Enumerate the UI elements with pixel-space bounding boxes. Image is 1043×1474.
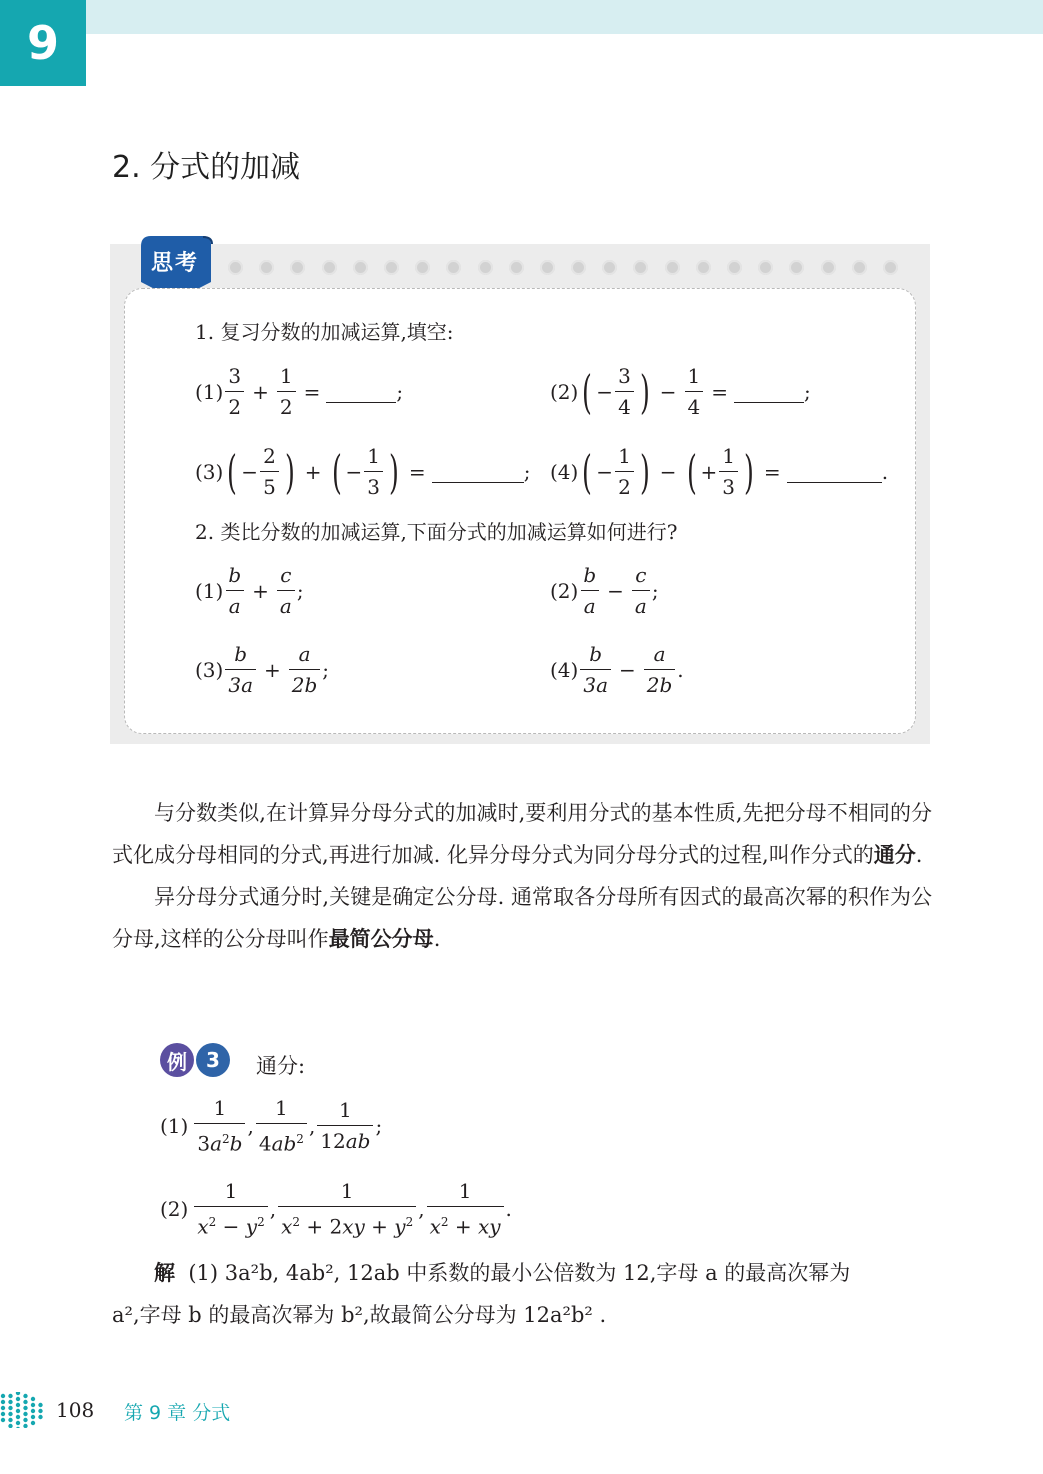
answer-blank[interactable] xyxy=(432,460,524,483)
fraction: $\frac{b}{a}$ xyxy=(580,562,599,619)
q1-item-3: (3) ( − $\frac{2}{5}$ ) + ( − $\frac{1}{3}$ ) = ; xyxy=(195,444,531,499)
binding-dot xyxy=(228,260,243,275)
think-box xyxy=(110,244,930,744)
binding-dot xyxy=(821,260,836,275)
footer-dots-icon xyxy=(0,1392,50,1428)
fraction: $\frac{1}{4}$ xyxy=(685,363,704,420)
binding-dot xyxy=(883,260,898,275)
binding-dot xyxy=(789,260,804,275)
fraction: $\frac{1}{2}$ xyxy=(615,443,634,500)
fraction: $\frac{1}{4ab^2}$ xyxy=(256,1095,307,1157)
fraction: $\frac{b}{3a}$ xyxy=(225,641,256,698)
fraction: $\frac{a}{2b}$ xyxy=(289,641,321,698)
example-badge xyxy=(160,1043,230,1077)
binding-dot xyxy=(353,260,368,275)
item-label: (4) xyxy=(550,657,579,682)
q1-item-2: (2) ( − $\frac{3}{4}$ ) − $\frac{1}{4}$ = ; xyxy=(550,364,811,419)
fraction: $\frac{1}{12ab}$ xyxy=(317,1097,373,1154)
fraction: $\frac{b}{a}$ xyxy=(225,562,244,619)
binding-dot xyxy=(384,260,399,275)
solution: 解 (1) 3a²b, 4ab², 12ab 中系数的最小公倍数为 12,字母 a 的最高次幂为 a²,字母 b 的最高次幂为 b²,故最简公分母为 12a²b² . xyxy=(112,1252,932,1336)
chapter-number-tab: 9 xyxy=(0,0,86,86)
paragraph-common-denominator: 与分数类似,在计算异分母分式的加减时,要利用分式的基本性质,先把分母不相同的分式化成分母相同的分式,再进行加减. 化异分母分式为同分母分式的过程,叫作分式的通分. 异分母分式通分时,关键是确定公分母. 通常取各分母所有因式的最高次幂的积作为公分母,这样的公分母叫作最简公分母. xyxy=(112,801,932,951)
binding-dot xyxy=(415,260,430,275)
binding-dot xyxy=(852,260,867,275)
q2-item-1: (1) $\frac{b}{a}$ + $\frac{c}{a}$ ; xyxy=(195,563,304,618)
q2-item-3: (3) $\frac{b}{3a}$ + $\frac{a}{2b}$ ; xyxy=(195,642,330,697)
fraction: $\frac{3}{4}$ xyxy=(615,363,634,420)
q1-item-4: (4) ( − $\frac{1}{2}$ ) − ( + $\frac{1}{3}$ ) = . xyxy=(550,444,889,499)
fraction: $\frac{b}{3a}$ xyxy=(580,641,611,698)
item-label: (2) xyxy=(160,1196,189,1221)
section-title: 2. 分式的加减 xyxy=(112,150,301,185)
fraction: $\frac{1}{x^2 + 2xy + y^2}$ xyxy=(278,1178,416,1240)
term-tongfen: 通分 xyxy=(873,843,916,867)
answer-blank[interactable] xyxy=(787,460,882,483)
solution-line-2: a²,字母 b 的最高次幂为 b²,故最简公分母为 12a²b² . xyxy=(112,1303,607,1327)
fraction: $\frac{a}{2b}$ xyxy=(644,641,676,698)
item-label: (3) xyxy=(195,657,224,682)
header-band xyxy=(0,0,1043,34)
q2-item-2: (2) $\frac{b}{a}$ − $\frac{c}{a}$ ; xyxy=(550,563,659,618)
fraction: $\frac{1}{x^2 + xy}$ xyxy=(427,1178,504,1240)
item-label: (1) xyxy=(195,578,224,603)
example-prompt: 通分: xyxy=(256,1054,306,1078)
item-label: (2) xyxy=(550,379,579,404)
think-tag-label: 思考 xyxy=(150,251,199,276)
binding-dot xyxy=(727,260,742,275)
binding-dot xyxy=(633,260,648,275)
fraction: $\frac{c}{a}$ xyxy=(632,562,650,619)
example-item-1: (1) $\frac{1}{3a^2b}$ , $\frac{1}{4ab^2}$ , $\frac{1}{12ab}$ ; xyxy=(160,1096,383,1156)
fraction: $\frac{c}{a}$ xyxy=(277,562,295,619)
fraction: $\frac{1}{3a^2b}$ xyxy=(194,1095,245,1157)
think-content xyxy=(124,288,916,734)
q2-item-4: (4) $\frac{b}{3a}$ − $\frac{a}{2b}$ . xyxy=(550,642,684,697)
binding-dot xyxy=(696,260,711,275)
item-label: (4) xyxy=(550,459,579,484)
binding-dot xyxy=(259,260,274,275)
page-number: 108 xyxy=(56,1398,95,1422)
example-number: 3 xyxy=(196,1043,230,1077)
term-simplest-common-denominator: 最简公分母 xyxy=(328,927,434,951)
fraction: $\frac{3}{2}$ xyxy=(225,363,244,420)
example-item-2: (2) $\frac{1}{x^2 - y^2}$ , $\frac{1}{x^2 + 2xy + y^2}$ , $\frac{1}{x^2 + xy}$ . xyxy=(160,1179,512,1239)
fraction: $\frac{1}{3}$ xyxy=(719,443,738,500)
binding-dots xyxy=(228,260,898,275)
item-label: (3) xyxy=(195,459,224,484)
binding-dot xyxy=(602,260,617,275)
binding-dot xyxy=(322,260,337,275)
binding-dot xyxy=(758,260,773,275)
fraction: $\frac{1}{x^2 - y^2}$ xyxy=(194,1178,267,1240)
item-label: (1) xyxy=(195,379,224,404)
binding-dot xyxy=(665,260,680,275)
binding-dot xyxy=(290,260,305,275)
q1-item-1: (1) $\frac{3}{2}$ + $\frac{1}{2}$ = ; xyxy=(195,364,404,419)
answer-blank[interactable] xyxy=(734,380,804,403)
binding-dot xyxy=(540,260,555,275)
footer-chapter-label: 第 9 章 分式 xyxy=(124,1402,231,1424)
solution-label: 解 xyxy=(154,1261,175,1285)
binding-dot xyxy=(509,260,524,275)
fraction: $\frac{1}{3}$ xyxy=(364,443,383,500)
binding-dot xyxy=(446,260,461,275)
answer-blank[interactable] xyxy=(326,380,396,403)
item-label: (2) xyxy=(550,578,579,603)
binding-dot xyxy=(478,260,493,275)
item-label: (1) xyxy=(160,1113,189,1138)
q2-intro: 2. 类比分数的加减运算,下面分式的加减运算如何进行? xyxy=(195,520,678,544)
example-label: 例 xyxy=(160,1043,194,1077)
q1-intro: 1. 复习分数的加减运算,填空: xyxy=(195,320,454,344)
binding-dot xyxy=(571,260,586,275)
fraction: $\frac{2}{5}$ xyxy=(260,443,279,500)
fraction: $\frac{1}{2}$ xyxy=(277,363,296,420)
